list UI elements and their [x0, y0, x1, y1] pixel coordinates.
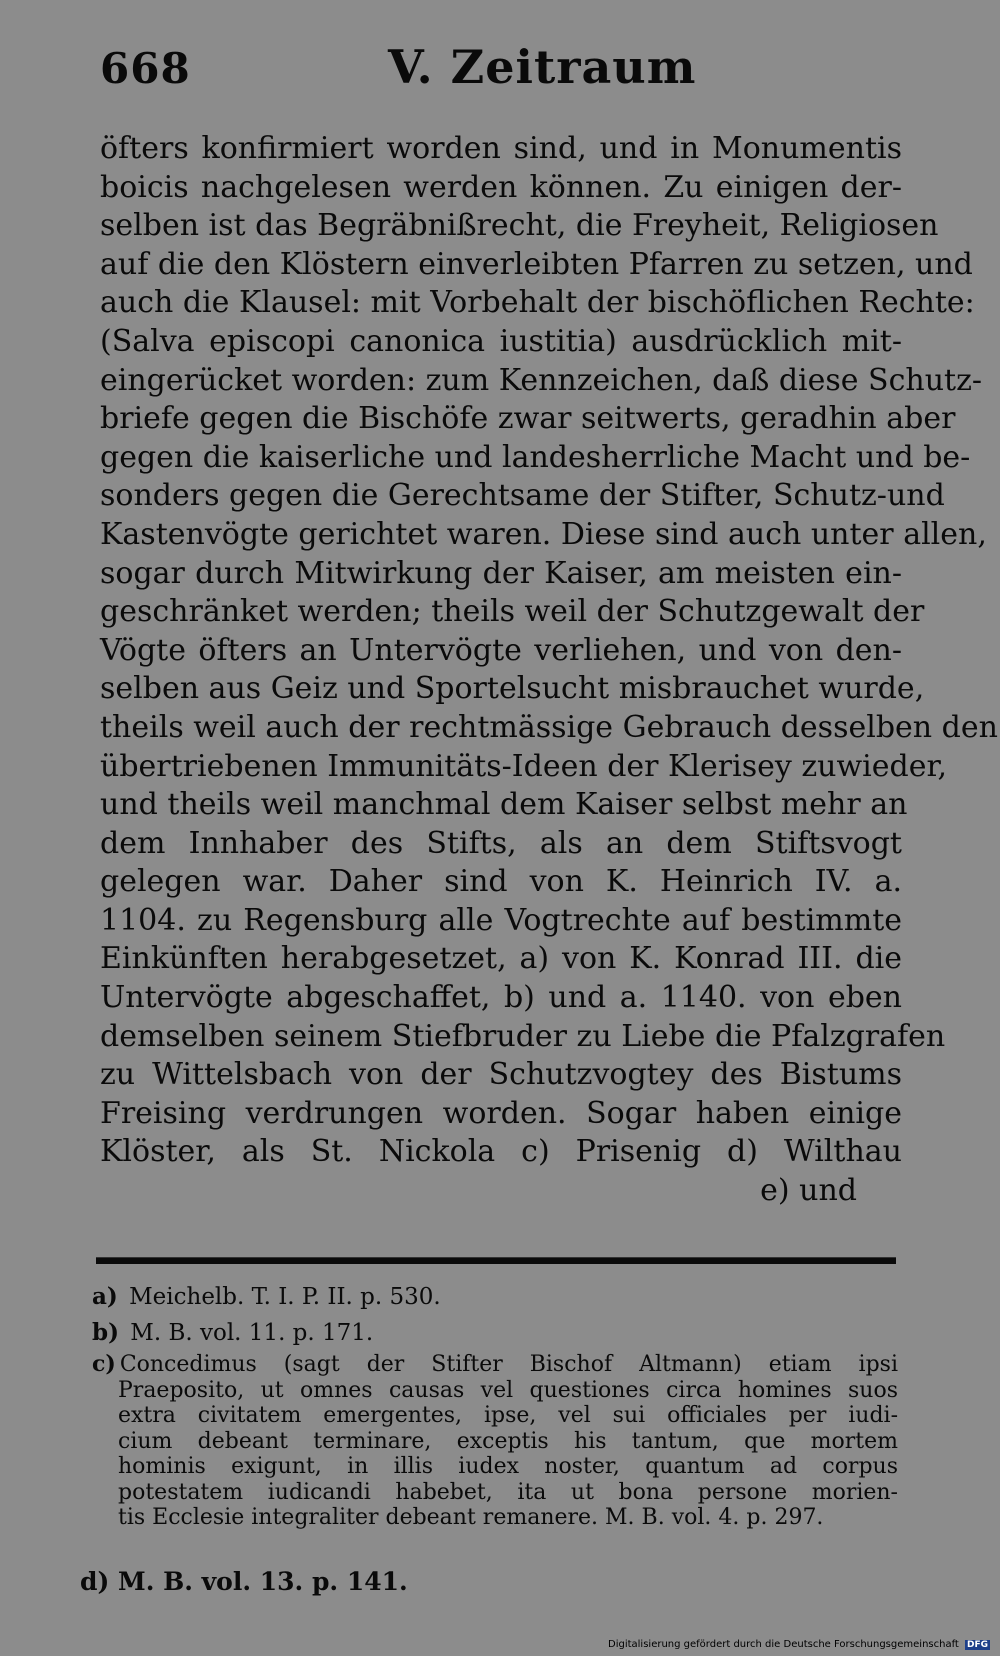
text-line: sonders gegen die Gerechtsame der Stifter, Schutz-und	[100, 478, 945, 514]
text-line: geschränket werden; theils weil der Schutzgewalt der	[100, 594, 925, 630]
dfg-logo: DFG	[967, 1640, 989, 1650]
footnote-text: Meichelb. T. I. P. II. p. 530.	[129, 1284, 441, 1310]
footnote-b	[92, 1316, 898, 1350]
text-line: auch die Klausel: mit Vorbehalt der bischöflichen Rechte:	[100, 285, 975, 321]
footnote-text: M. B. vol. 11. p. 171.	[130, 1320, 374, 1346]
digitization-credit	[608, 1639, 990, 1650]
footnote-line: tis Ecclesie integraliter debeant remanere. M. B. vol. 4. p. 297.	[118, 1505, 824, 1530]
text-line: theils weil auch der rechtmässige Gebrauch desselben den	[100, 709, 998, 745]
text-line: briefe gegen die Bischöfe zwar seitwerts, geradhin aber	[100, 401, 956, 437]
footnote-line: cium debeant terminare, exceptis his tantum, que mortem	[118, 1428, 898, 1454]
text-line: selben ist das Begräbnißrecht, die Freyheit, Religiosen	[100, 208, 939, 244]
footnote-line: Praeposito, ut omnes causas vel questiones circa homines suos	[118, 1377, 898, 1403]
text-line: Kastenvögte gerichtet waren. Diese sind auch unter allen,	[100, 516, 987, 552]
text-line: selben aus Geiz und Sportelsucht misbrauchet wurde,	[100, 671, 925, 707]
text-line: auf die den Klöstern einverleibten Pfarren zu setzen, und	[100, 246, 973, 282]
text-line: Klöster, als St. Nickola c) Prisenig d) Wilthau	[100, 1134, 902, 1170]
footnote-text: Concedimus (sagt der Stifter Bischof Altmann) etiam ipsi	[119, 1352, 898, 1377]
text-line: Vögte öfters an Untervögte verliehen, und von den-	[100, 632, 902, 668]
text-line: Freising verdrungen worden. Sogar haben einige	[100, 1095, 902, 1131]
footnote-line: potestatem iudicandi habebet, ita ut bona persone morien-	[118, 1479, 898, 1505]
text-line: 1104. zu Regensburg alle Vogtrechte auf bestimmte	[100, 902, 902, 938]
footnote-marker: d)	[80, 1567, 110, 1596]
text-line: öfters konfirmiert worden sind, und in Monumentis	[100, 131, 902, 166]
footnote-line: extra civitatem emergentes, ipse, vel sui officiales per iudi-	[118, 1403, 898, 1428]
text-line: eingerücket worden: zum Kennzeichen, daß diese Schutz-	[100, 362, 983, 398]
footnote-marker: b)	[92, 1319, 119, 1346]
footnote-d	[80, 1567, 408, 1596]
running-head: V. Zeitraum	[388, 40, 697, 94]
text-line: Einkünften herabgesetzet, a) von K. Konrad III. die	[100, 941, 902, 977]
text-line: gegen die kaiserliche und landesherrliche Macht und be-	[100, 439, 971, 475]
text-line: zu Wittelsbach von der Schutzvogtey des Bistums	[100, 1057, 902, 1093]
footnote-marker: a)	[92, 1283, 118, 1310]
text-line: übertriebenen Immunitäts-Ideen der Klerisey zuwieder,	[100, 748, 948, 784]
text-line: Untervögte abgeschaffet, b) und a. 1140. von eben	[100, 980, 902, 1016]
text-line: gelegen war. Daher sind von K. Heinrich IV. a.	[100, 864, 902, 900]
footnote-text: M. B. vol. 13. p. 141.	[118, 1567, 408, 1596]
text-line: dem Innhaber des Stifts, als an dem Stiftsvogt	[100, 825, 902, 861]
footnote-line	[92, 1352, 898, 1378]
body-text	[100, 130, 998, 1211]
text-line: sogar durch Mitwirkung der Kaiser, am meisten ein-	[100, 555, 902, 591]
footnote-rule	[96, 1257, 896, 1264]
credit-text: Digitalisierung gefördert durch die Deutsche Forschungsgemeinschaft	[608, 1639, 959, 1650]
text-line: demselben seinem Stiefbruder zu Liebe die Pfalzgrafen	[100, 1018, 946, 1054]
page-number: 668	[100, 44, 191, 93]
footnote-marker: c)	[92, 1351, 116, 1377]
footnote-line: hominis exigunt, in illis iudex noster, quantum ad corpus	[118, 1454, 898, 1479]
footnote-a	[92, 1280, 898, 1314]
footnote-c	[92, 1352, 898, 1531]
text-line: boicis nachgelesen werden können. Zu einigen der-	[100, 169, 902, 205]
text-line: und theils weil manchmal dem Kaiser selbst mehr an	[100, 787, 908, 823]
catchword: e) und	[760, 1173, 857, 1209]
footnotes	[92, 1280, 898, 1531]
text-line: (Salva episcopi canonica iustitia) ausdrücklich mit-	[100, 323, 902, 359]
